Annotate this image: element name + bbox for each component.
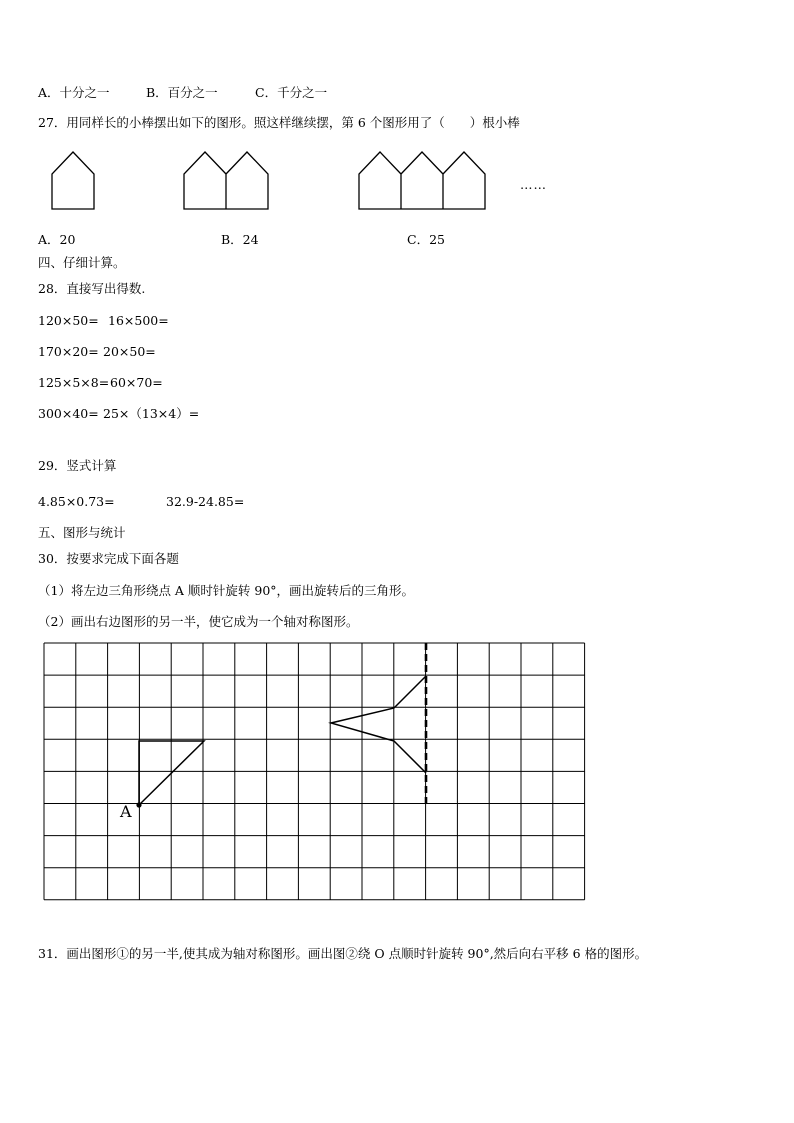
q28-item: 25×（13×4）=: [103, 406, 200, 421]
q26-option-b: B．百分之一: [146, 85, 218, 100]
q28-item: 60×70=: [110, 375, 163, 390]
q26-option-a: A．十分之一: [38, 85, 110, 100]
q30-sub1: （1）将左边三角形绕点 A 顺时针旋转 90°，画出旋转后的三角形。: [38, 583, 415, 598]
q27-option-b: B．24: [221, 232, 259, 247]
q27-option-a: A．20: [38, 232, 76, 247]
q28-item: 120×50=: [38, 313, 99, 328]
section-4-heading: 四、仔细计算。: [38, 255, 126, 270]
q28-item: 300×40=: [38, 406, 99, 421]
q30-stem: 30．按要求完成下面各题: [38, 551, 179, 566]
q30-sub2: （2）画出右边图形的另一半，使它成为一个轴对称图形。: [38, 614, 359, 629]
q28-item: 125×5×8=: [38, 375, 110, 390]
grid-lines: [44, 643, 585, 900]
right-half-figure: [331, 676, 426, 773]
q28-stem: 28．直接写出得数.: [38, 281, 146, 296]
q31-stem: 31．画出图形①的另一半,使其成为轴对称图形。画出图②绕 O 点顺时针旋转 90°,然后向右平移 6 格的图形。: [38, 946, 648, 961]
q29-item: 4.85×0.73=: [38, 494, 115, 509]
q27-ellipsis: ……: [520, 177, 547, 192]
point-a-label: A: [120, 802, 132, 821]
q27-option-c: C．25: [407, 232, 445, 247]
q28-item: 170×20=: [38, 344, 99, 359]
q28-item: 16×500=: [108, 313, 169, 328]
point-a-dot: [136, 802, 141, 807]
q26-option-c: C．千分之一: [255, 85, 328, 100]
section-5-heading: 五、图形与统计: [38, 525, 126, 540]
q28-item: 20×50=: [103, 344, 156, 359]
q29-stem: 29．竖式计算: [38, 458, 117, 473]
q27-stem: 27．用同样长的小棒摆出如下的图形。照这样继续摆，第 6 个图形用了（ ）根小棒: [38, 115, 520, 130]
q29-item: 32.9-24.85=: [166, 494, 245, 509]
